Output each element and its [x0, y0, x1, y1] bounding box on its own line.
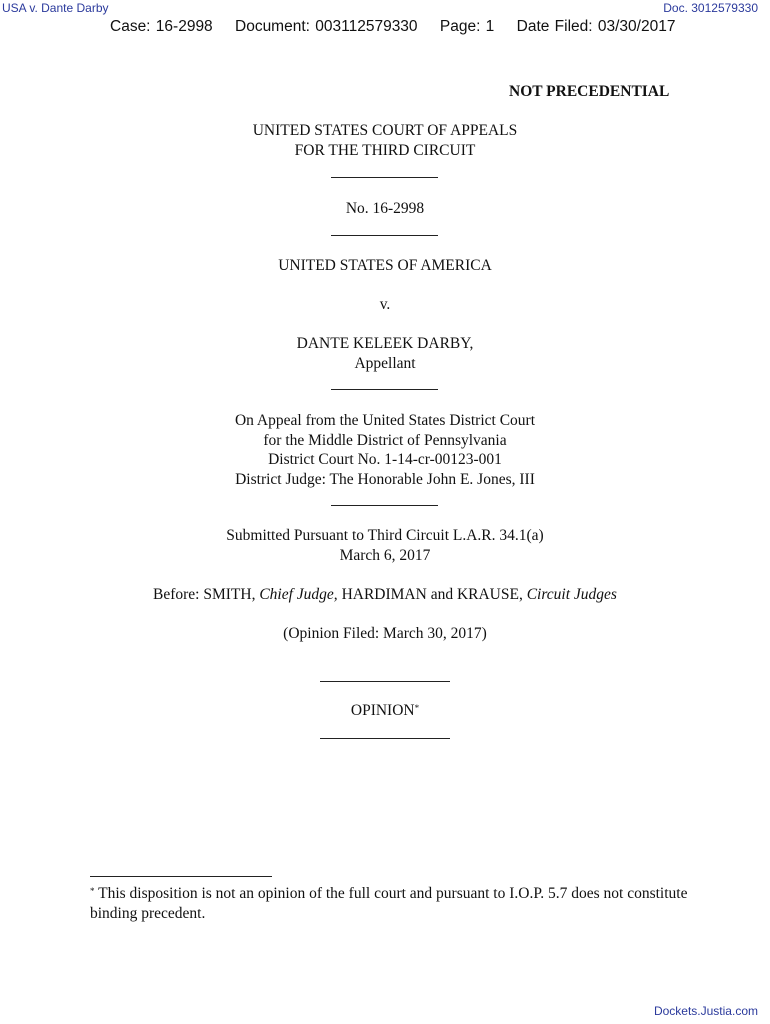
divider-rule: [320, 738, 450, 739]
before-middle: HARDIMAN and KRAUSE,: [337, 586, 527, 603]
divider-rule: [331, 505, 438, 506]
case-title-link[interactable]: USA v. Dante Darby: [2, 1, 109, 15]
footnote-marker: *: [90, 886, 95, 896]
case-number: No. 16-2998: [345, 200, 425, 217]
divider-rule: [331, 177, 438, 178]
party-defendant: [0, 334, 770, 373]
divider-rule: [331, 235, 438, 236]
divider-rule: [331, 389, 438, 390]
court-name-line1: UNITED STATES COURT OF APPEALS: [252, 122, 518, 139]
stamp-date-filed: Date Filed: 03/30/2017: [516, 18, 676, 35]
defendant-role: Appellant: [354, 354, 416, 372]
judges-panel: [0, 585, 770, 605]
submitted-line: Submitted Pursuant to Third Circuit L.A.R. 34.1(a): [226, 527, 544, 544]
before-prefix: Before: SMITH,: [153, 586, 260, 603]
appeal-line: for the Middle District of Pennsylvania: [263, 431, 507, 449]
precedential-status: NOT PRECEDENTIAL: [509, 83, 670, 100]
divider-rule: [320, 681, 450, 682]
appeal-line: On Appeal from the United States District Court: [234, 412, 536, 429]
doc-number-link[interactable]: Doc. 3012579330: [663, 1, 758, 15]
court-name-line2: FOR THE THIRD CIRCUIT: [294, 141, 476, 159]
party-plaintiff: UNITED STATES OF AMERICA: [278, 257, 492, 274]
footnote-separator: [90, 876, 272, 877]
chief-judge-title: Chief Judge,: [259, 586, 338, 603]
submission-info: [0, 526, 770, 565]
opinion-filed-date: (Opinion Filed: March 30, 2017): [283, 625, 487, 642]
appeal-info: [0, 411, 770, 489]
opinion-label: OPINION: [350, 702, 415, 719]
justia-dockets-link[interactable]: Dockets.Justia.com: [653, 1004, 758, 1018]
footnote-marker: *: [414, 703, 420, 713]
versus-text: v.: [379, 296, 391, 313]
appeal-line: District Judge: The Honorable John E. Jones, III: [235, 470, 535, 488]
stamp-case: Case: 16-2998: [110, 18, 213, 35]
footnote: [90, 884, 710, 923]
stamp-document: Document: 003112579330: [235, 18, 418, 35]
stamp-page: Page: 1: [439, 18, 495, 35]
court-name: [0, 121, 770, 160]
footnote-text: This disposition is not an opinion of the full court and pursuant to I.O.P. 5.7 does not constitute binding precedent.: [90, 885, 688, 922]
defendant-name: DANTE KELEEK DARBY,: [296, 335, 474, 352]
appeal-line: District Court No. 1-14-cr-00123-001: [268, 451, 502, 468]
submitted-date: March 6, 2017: [339, 546, 431, 564]
circuit-judges-title: Circuit Judges: [526, 586, 617, 603]
filing-stamp: [110, 18, 692, 36]
opinion-heading: [0, 701, 770, 721]
